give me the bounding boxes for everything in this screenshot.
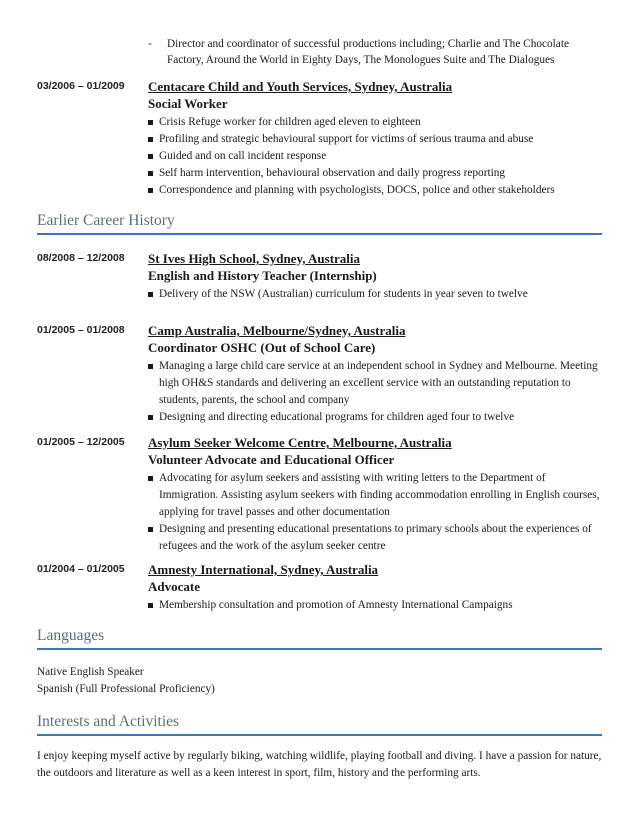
interests-paragraph: I enjoy keeping myself active by regularly biking, watching wildlife, playing football and diving. I have a passion for nature, the outdoors and literature as well as a keen interest in sport, film, history and the performing arts. — [37, 750, 602, 779]
section-divider — [37, 648, 602, 650]
bullet-item: Self harm intervention, behavioural observation and daily progress reporting — [148, 165, 602, 182]
job-role: Advocate — [148, 579, 200, 594]
bullet-item: Designing and directing educational programs for children aged four to twelve — [148, 409, 602, 426]
job-role: Volunteer Advocate and Educational Officer — [148, 452, 395, 467]
bullet-item: Delivery of the NSW (Australian) curriculum for students in year seven to twelve — [148, 286, 602, 303]
section-heading-languages: Languages — [37, 627, 105, 644]
bullet-item: Managing a large child care service at an independent school in Sydney and Melbourne. Meeting high OH&S standards and delivering an excellent service with an outstanding reputation to students, parents, the school and company — [148, 358, 602, 409]
job-role: Social Worker — [148, 96, 228, 111]
job-role: English and History Teacher (Internship) — [148, 268, 377, 283]
job-bullets — [148, 286, 602, 303]
job-entry-asylum-seeker-centre — [37, 434, 602, 555]
bullet-item: Guided and on call incident response — [148, 148, 602, 165]
bullet-item: Crisis Refuge worker for children aged eleven to eighteen — [148, 114, 602, 131]
bullet-item: Membership consultation and promotion of Amnesty International Campaigns — [148, 597, 602, 614]
job-organization: St Ives High School, Sydney, Australia — [148, 251, 361, 266]
job-bullets — [148, 597, 602, 614]
bullet-item: Advocating for asylum seekers and assisting with writing letters to the Department of Immigration. Assisting asylum seekers with finding accommodation enrolling in English courses, applying for travel passes and other documentation — [148, 470, 602, 521]
job-entry-amnesty — [37, 561, 602, 614]
production-item — [148, 36, 608, 68]
job-bullets — [148, 470, 602, 555]
bullet-item: Designing and presenting educational presentations to primary schools about the experiences of refugees and the work of the asylum seeker centre — [148, 521, 602, 555]
job-bullets — [148, 114, 602, 199]
job-organization: Centacare Child and Youth Services, Sydney, Australia — [148, 79, 453, 94]
job-bullets — [148, 358, 602, 426]
section-heading-interests: Interests and Activities — [37, 713, 180, 730]
job-organization: Camp Australia, Melbourne/Sydney, Australia — [148, 323, 406, 338]
bullet-item: Profiling and strategic behavioural support for victims of serious trauma and abuse — [148, 131, 602, 148]
job-date: 01/2004 – 01/2005 — [37, 563, 125, 575]
production-text: Director and coordinator of successful productions including; Charlie and The Chocolate Factory, Around the World in Eighty Days, The Monologues Suite and The Dialogues — [167, 38, 569, 66]
dash-marker: - — [148, 38, 152, 50]
job-organization: Amnesty International, Sydney, Australia — [148, 562, 379, 577]
bullet-item: Correspondence and planning with psychologists, DOCS, police and other stakeholders — [148, 182, 602, 199]
job-date: 08/2008 – 12/2008 — [37, 252, 125, 264]
job-date: 01/2005 – 01/2008 — [37, 324, 125, 336]
job-organization: Asylum Seeker Welcome Centre, Melbourne, Australia — [148, 435, 452, 450]
section-divider — [37, 233, 602, 235]
job-date: 03/2006 – 01/2009 — [37, 80, 125, 92]
job-entry-st-ives — [37, 250, 602, 303]
section-divider — [37, 734, 602, 736]
job-date: 01/2005 – 12/2005 — [37, 436, 125, 448]
section-heading-earlier-career: Earlier Career History — [37, 212, 175, 229]
job-entry-centacare — [37, 78, 602, 199]
job-entry-camp-australia — [37, 322, 602, 426]
language-item: Native English Speaker — [37, 666, 144, 678]
language-item: Spanish (Full Professional Proficiency) — [37, 683, 215, 695]
job-role: Coordinator OSHC (Out of School Care) — [148, 340, 376, 355]
